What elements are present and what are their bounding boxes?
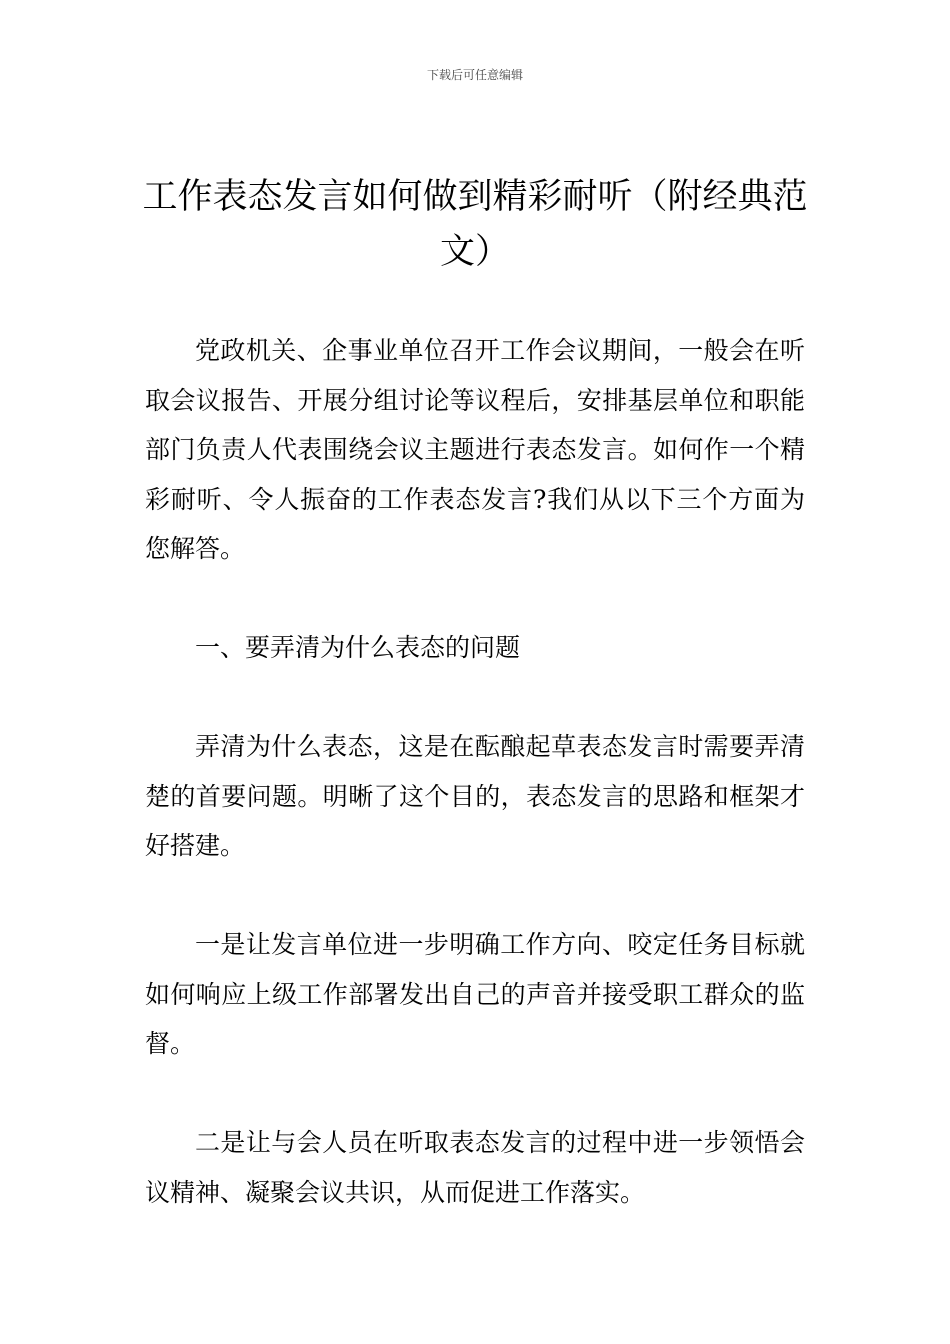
paragraph-point-1: 一是让发言单位进一步明确工作方向、咬定任务目标就如何响应上级工作部署发出自己的声音并接受职工群众的监督。: [145, 930, 805, 1058]
header-note: 下载后可任意编辑: [426, 68, 523, 82]
document-body: [145, 326, 805, 1217]
paragraph-gap: [145, 673, 805, 723]
paragraph-purpose: 弄清为什么表态，这是在酝酿起草表态发言时需要弄清楚的首要问题。明晰了这个目的，表态发言的思路和框架才好搭建。: [145, 732, 805, 860]
paragraph-gap: [145, 574, 805, 624]
paragraph-gap: [145, 871, 805, 921]
paragraph-intro: 党政机关、企事业单位召开工作会议期间，一般会在听取会议报告、开展分组讨论等议程后，安排基层单位和职能部门负责人代表围绕会议主题进行表态发言。如何作一个精彩耐听、令人振奋的工作表态发言?我们从以下三个方面为您解答。: [145, 336, 805, 563]
section-heading-1: 一、要弄清为什么表态的问题: [195, 633, 521, 662]
paragraph-gap: [145, 1069, 805, 1119]
document-title: 工作表态发言如何做到精彩耐听（附经典范文）: [142, 177, 808, 272]
paragraph-point-2: 二是让与会人员在听取表态发言的过程中进一步领悟会议精神、凝聚会议共识，从而促进工作落实。: [145, 1128, 805, 1207]
